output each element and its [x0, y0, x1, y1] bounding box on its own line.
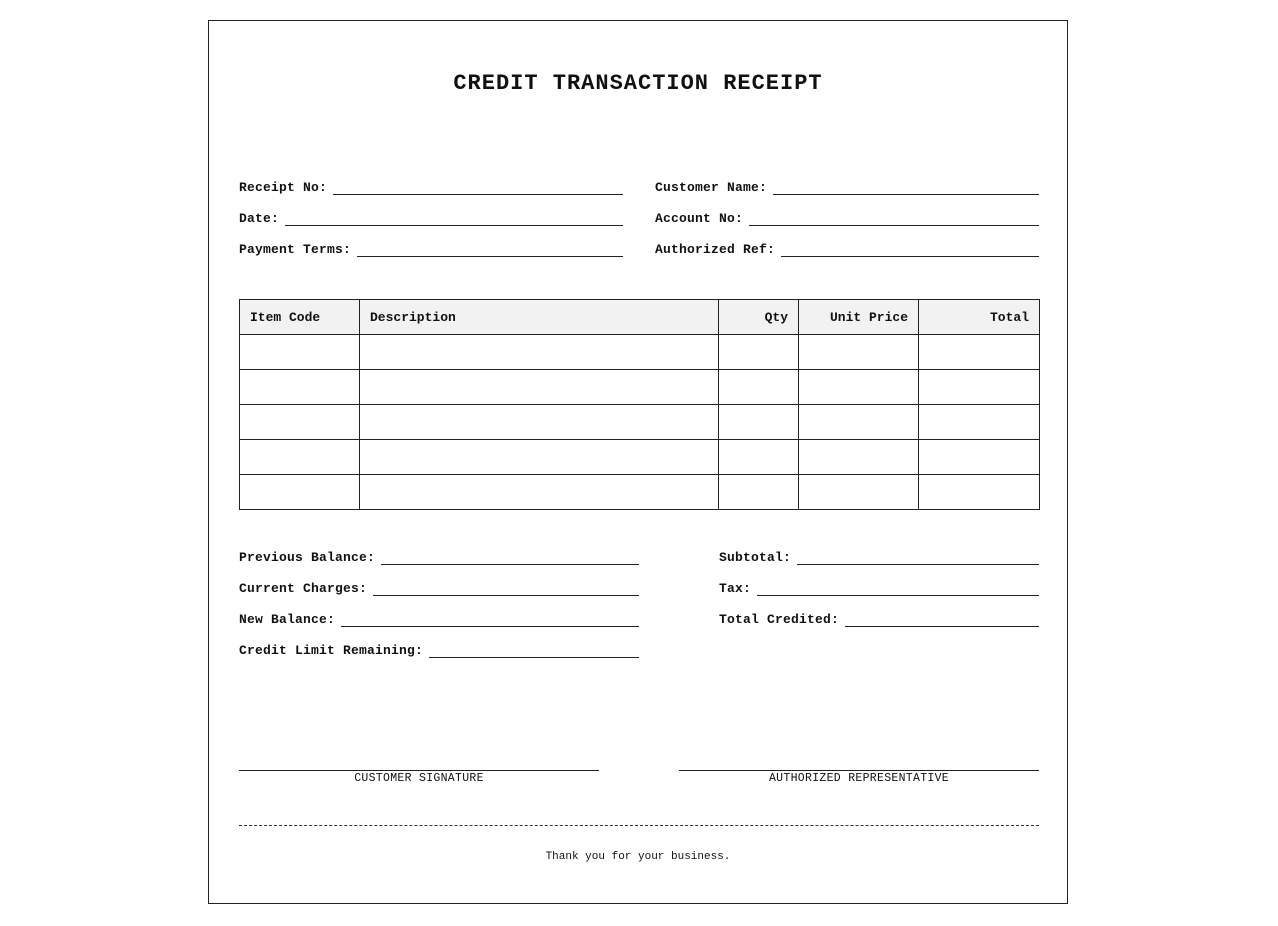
table-row [240, 440, 1040, 475]
cell-qty[interactable] [719, 440, 799, 475]
cell-total[interactable] [919, 370, 1040, 405]
authorized-ref-label: Authorized Ref: [655, 242, 776, 257]
footer-note: Thank you for your business. [545, 851, 731, 863]
cell-unit-price[interactable] [799, 405, 919, 440]
receipt-no-input[interactable] [333, 180, 623, 195]
cell-item-code[interactable] [240, 335, 360, 370]
customer-name-label: Customer Name: [655, 180, 768, 195]
receipt-no-field[interactable] [239, 177, 623, 195]
total-credited-field[interactable] [719, 609, 1039, 627]
total-credited-label: Total Credited: [719, 612, 840, 627]
subtotal-input[interactable] [797, 550, 1039, 565]
cell-qty[interactable] [719, 405, 799, 440]
date-input[interactable] [285, 211, 623, 226]
payment-terms-field[interactable] [239, 239, 623, 257]
previous-balance-input[interactable] [381, 550, 639, 565]
cell-total[interactable] [919, 405, 1040, 440]
tax-field[interactable] [719, 578, 1039, 596]
cell-description[interactable] [360, 370, 719, 405]
new-balance-field[interactable] [239, 609, 639, 627]
cell-unit-price[interactable] [799, 370, 919, 405]
receipt-sheet [208, 20, 1068, 904]
total-credited-input[interactable] [845, 612, 1039, 627]
column-header-total: Total [919, 300, 1040, 335]
cell-unit-price[interactable] [799, 440, 919, 475]
receipt-title: CREDIT TRANSACTION RECEIPT [453, 71, 823, 96]
credit-limit-remaining-label: Credit Limit Remaining: [239, 643, 424, 658]
credit-limit-remaining-field[interactable] [239, 640, 639, 658]
customer-signature-line[interactable] [239, 770, 599, 771]
representative-signature-block[interactable] [679, 770, 1039, 800]
customer-name-input[interactable] [773, 180, 1039, 195]
cell-item-code[interactable] [240, 370, 360, 405]
date-field[interactable] [239, 208, 623, 226]
account-no-input[interactable] [749, 211, 1039, 226]
account-no-field[interactable] [655, 208, 1039, 226]
cell-description[interactable] [360, 335, 719, 370]
table-header-row [240, 300, 1040, 335]
cell-item-code[interactable] [240, 475, 360, 510]
cell-description[interactable] [360, 475, 719, 510]
dashed-divider [239, 825, 1039, 826]
cell-description[interactable] [360, 440, 719, 475]
column-header-qty: Qty [719, 300, 799, 335]
cell-qty[interactable] [719, 475, 799, 510]
cell-qty[interactable] [719, 370, 799, 405]
table-row [240, 370, 1040, 405]
cell-total[interactable] [919, 475, 1040, 510]
account-no-label: Account No: [655, 211, 744, 226]
table-row [240, 405, 1040, 440]
cell-item-code[interactable] [240, 440, 360, 475]
tax-input[interactable] [757, 581, 1039, 596]
cell-qty[interactable] [719, 335, 799, 370]
previous-balance-label: Previous Balance: [239, 550, 376, 565]
cell-unit-price[interactable] [799, 335, 919, 370]
previous-balance-field[interactable] [239, 547, 639, 565]
representative-signature-line[interactable] [679, 770, 1039, 771]
column-header-item-code: Item Code [240, 300, 360, 335]
customer-signature-block[interactable] [239, 770, 599, 800]
new-balance-input[interactable] [341, 612, 639, 627]
current-charges-label: Current Charges: [239, 581, 368, 596]
items-table [239, 299, 1040, 510]
cell-total[interactable] [919, 335, 1040, 370]
tax-label: Tax: [719, 581, 752, 596]
column-header-description: Description [360, 300, 719, 335]
current-charges-input[interactable] [373, 581, 639, 596]
representative-signature-label: AUTHORIZED REPRESENTATIVE [768, 772, 950, 785]
table-row [240, 475, 1040, 510]
subtotal-label: Subtotal: [719, 550, 792, 565]
column-header-unit-price: Unit Price [799, 300, 919, 335]
current-charges-field[interactable] [239, 578, 639, 596]
customer-name-field[interactable] [655, 177, 1039, 195]
authorized-ref-field[interactable] [655, 239, 1039, 257]
date-label: Date: [239, 211, 280, 226]
cell-unit-price[interactable] [799, 475, 919, 510]
receipt-no-label: Receipt No: [239, 180, 328, 195]
cell-total[interactable] [919, 440, 1040, 475]
cell-item-code[interactable] [240, 405, 360, 440]
credit-limit-remaining-input[interactable] [429, 643, 639, 658]
payment-terms-label: Payment Terms: [239, 242, 352, 257]
table-row [240, 335, 1040, 370]
new-balance-label: New Balance: [239, 612, 336, 627]
payment-terms-input[interactable] [357, 242, 623, 257]
customer-signature-label: CUSTOMER SIGNATURE [354, 772, 484, 785]
subtotal-field[interactable] [719, 547, 1039, 565]
authorized-ref-input[interactable] [781, 242, 1039, 257]
cell-description[interactable] [360, 405, 719, 440]
